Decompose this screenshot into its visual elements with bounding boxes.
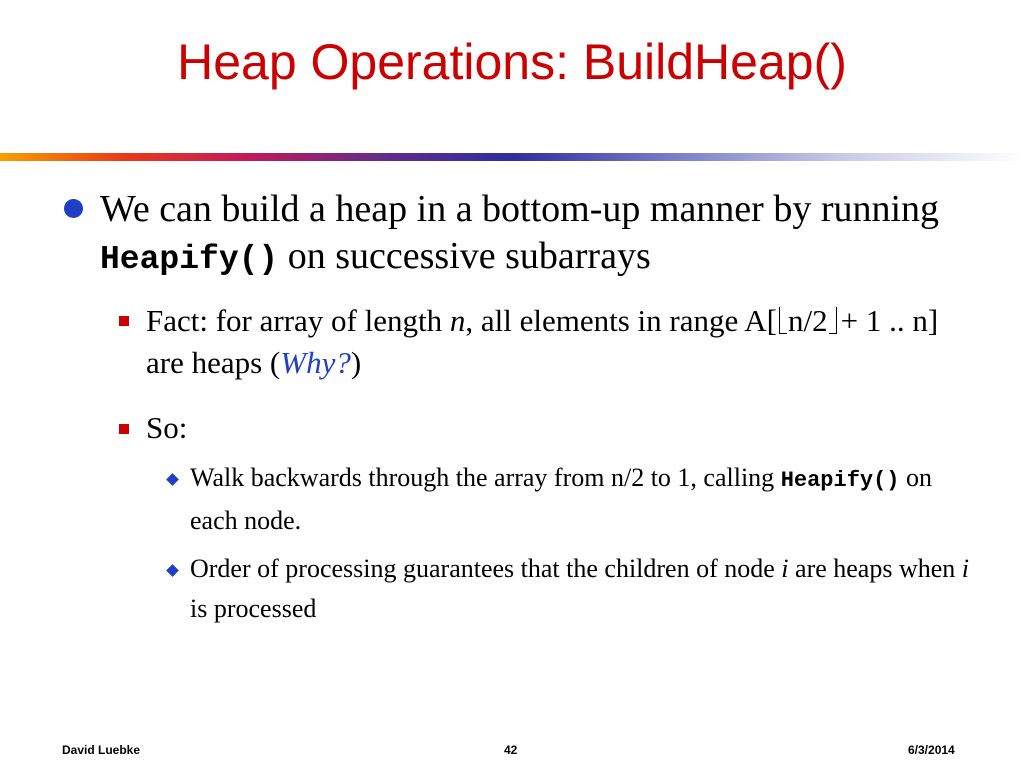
fact-range-inner: n/2 [787, 303, 828, 338]
diamond-bullet-icon [166, 564, 179, 577]
bullet-main [100, 186, 1000, 283]
order-i1: i [781, 554, 789, 583]
fact-text-a: Fact: for array of length [146, 303, 450, 338]
square-bullet-icon [119, 424, 129, 434]
fact-text-c: + 1 .. n] are heaps ( [146, 303, 939, 380]
floor-left-bracket-icon [779, 307, 787, 334]
fact-text-b: , all elements in range A[ [465, 303, 777, 338]
square-bullet-icon [119, 316, 129, 326]
bullet-main-text-a: We can build a heap in a bottom-up manner by running [100, 188, 940, 230]
footer-page-number: 42 [504, 743, 518, 757]
bullet-dot-icon [64, 199, 83, 218]
sub-bullet-so [146, 407, 966, 449]
code-heapify: Heapify() [100, 241, 279, 278]
why-emphasis: Why? [280, 345, 351, 380]
fact-text-d: ) [350, 345, 362, 380]
footer-date: 6/3/2014 [908, 743, 955, 757]
floor-right-bracket-icon [829, 307, 837, 334]
order-i2: i [961, 554, 970, 583]
footer-author: David Luebke [62, 743, 141, 757]
order-text-b: are heaps when [788, 554, 962, 583]
walk-text-a: Walk backwards through the array from n/2 to 1, calling [190, 463, 781, 492]
walk-text-b: on each node. [190, 463, 933, 535]
slide-title: Heap Operations: BuildHeap() [177, 34, 847, 90]
title-divider [0, 153, 1024, 161]
diamond-bullet-icon [166, 473, 179, 486]
order-text-c: is processed [190, 594, 317, 623]
subsub-bullet-order [190, 549, 980, 629]
bullet-main-text-b: on successive subarrays [278, 235, 651, 277]
sub-bullet-fact [146, 300, 966, 384]
code-heapify-2: Heapify() [780, 468, 900, 493]
fact-n: n [449, 303, 466, 338]
order-text-a: Order of processing guarantees that the children of node [190, 554, 782, 583]
subsub-bullet-walk [190, 458, 980, 541]
so-text: So: [146, 410, 188, 445]
